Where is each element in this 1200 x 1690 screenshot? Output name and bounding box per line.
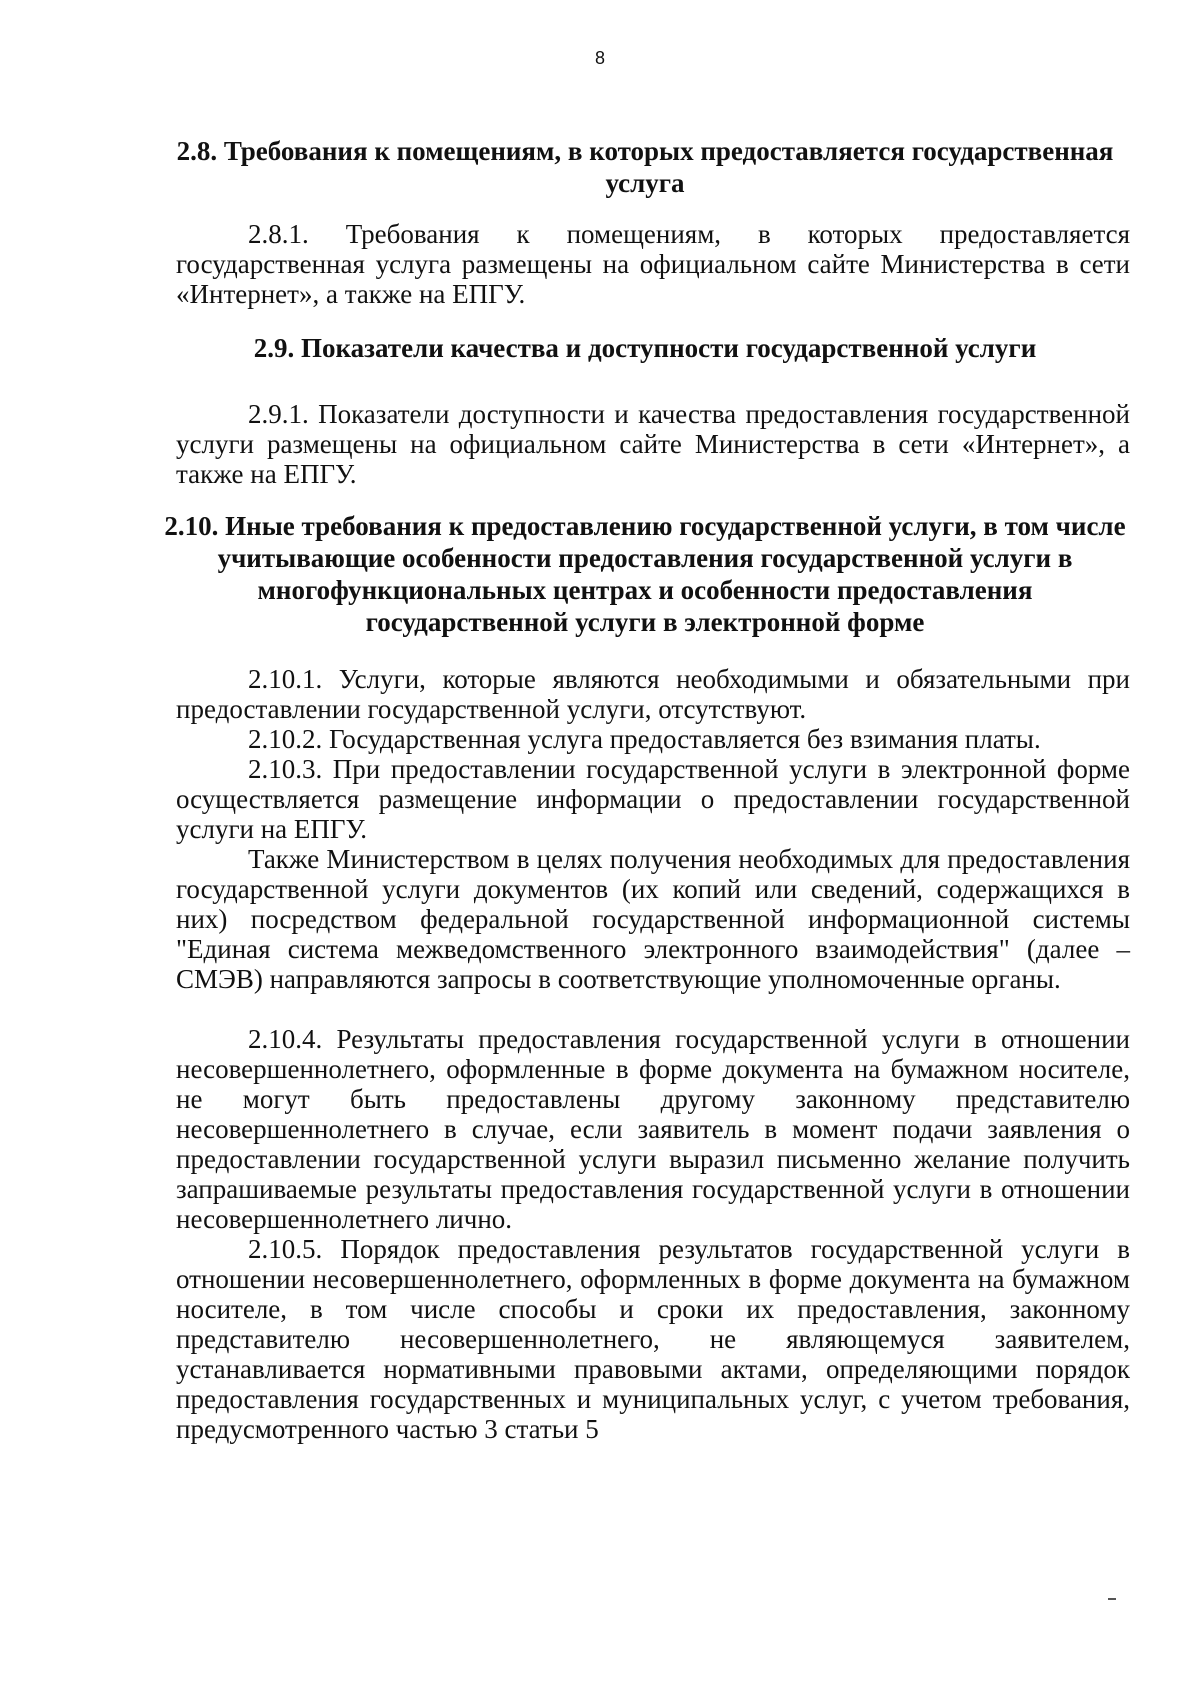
section-heading-2-10: 2.10. Иные требования к предоставлению государственной услуги, в том числе учитывающие особенности предоставления государственной услуги в многофункциональных центрах и особенности предоставления государственной услуги в электронной форме (164, 511, 1126, 637)
paragraph-2-10-2: 2.10.2. Государственная услуга предоставляется без взимания платы. (248, 724, 1041, 754)
paragraph-2-10-3: 2.10.3. При предоставлении государственной услуги в электронной форме осуществляется размещение информации о предоставлении государственной услуги на ЕПГУ. (176, 754, 1130, 844)
paragraph-smev: Также Министерством в целях получения необходимых для предоставления государственной услуги документов (их копий или сведений, содержащихся в них) посредством федеральной государственной информационной системы "Единая система межведомственного электронного взаимодействия" (далее – СМЭВ) направляются запросы в соответствующие уполномоченные органы. (176, 844, 1130, 994)
section-heading-2-8: 2.8. Требования к помещениям, в которых предоставляется государственная услуга (176, 136, 1114, 198)
section-heading-2-9: 2.9. Показатели качества и доступности государственной услуги (253, 333, 1037, 363)
paragraph-2-10-4: 2.10.4. Результаты предоставления государственной услуги в отношении несовершеннолетнего, оформленные в форме документа на бумажном носителе, не могут быть предоставлены другому законному представителю несовершеннолетнего в случае, если заявитель в момент подачи заявления о предоставлении государственной услуги выразил письменно желание получить запрашиваемые результаты предоставления государственной услуги в отношении несовершеннолетнего лично. (176, 1024, 1130, 1234)
paragraph-2-8-1: 2.8.1. Требования к помещениям, в которых предоставляется государственная услуга размещены на официальном сайте Министерства в сети «Интернет», а также на ЕПГУ. (176, 219, 1130, 309)
paragraph-2-10-1: 2.10.1. Услуги, которые являются необходимыми и обязательными при предоставлении государственной услуги, отсутствуют. (176, 664, 1130, 724)
paragraph-2-10-5: 2.10.5. Порядок предоставления результатов государственной услуги в отношении несовершеннолетнего, оформленных в форме документа на бумажном носителе, в том числе способы и сроки их предоставления, законному представителю несовершеннолетнего, не являющемуся заявителем, устанавливается нормативными правовыми актами, определяющими порядок предоставления государственных и муниципальных услуг, с учетом требования, предусмотренного частью 3 статьи 5 (176, 1234, 1130, 1444)
page-number: 8 (594, 48, 605, 68)
paragraph-2-9-1: 2.9.1. Показатели доступности и качества предоставления государственной услуги размещены на официальном сайте Министерства в сети «Интернет», а также на ЕПГУ. (176, 399, 1130, 489)
scan-mark (1108, 1598, 1116, 1600)
